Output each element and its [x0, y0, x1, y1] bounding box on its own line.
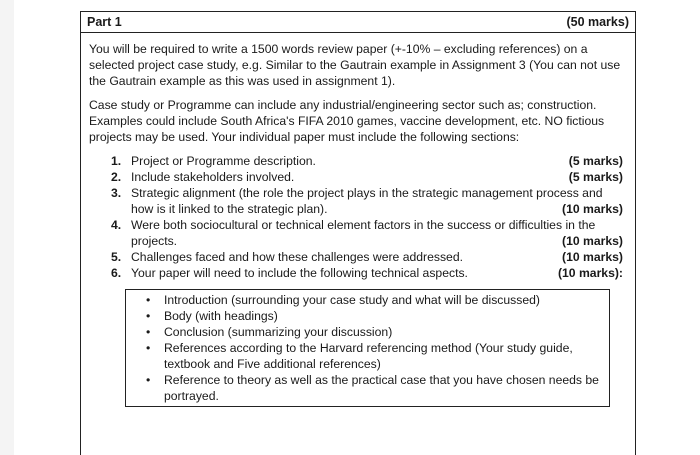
list-item-text: Body (with headings) — [164, 309, 278, 323]
section-marks: (10 marks): — [557, 266, 623, 280]
total-marks: (50 marks) — [566, 15, 629, 29]
section-item — [89, 185, 627, 217]
section-marks: (5 marks) — [568, 170, 623, 184]
required-sections-list — [89, 153, 627, 281]
section-text-line-1: Were both sociocultural or technical element factors in the success or difficulties in the — [131, 218, 596, 232]
list-item — [146, 324, 603, 340]
section-item — [89, 217, 627, 249]
list-item-text: Introduction (surrounding your case study and what will be discussed) — [164, 293, 540, 307]
part-title: Part 1 — [87, 15, 122, 29]
section-text-line-1: Strategic alignment (the role the project plays in the strategic management process and — [131, 186, 603, 200]
section-number: 3. — [111, 186, 122, 200]
section-number: 5. — [111, 250, 122, 264]
list-item-text: References according to the Harvard referencing method (Your study guide, textbook and Five additional references) — [164, 341, 573, 371]
section-text: Your paper will need to include the following technical aspects. — [131, 266, 468, 280]
section-text: Challenges faced and how these challenges were addressed. — [131, 250, 463, 264]
list-item-text: Conclusion (summarizing your discussion) — [164, 325, 393, 339]
part-header — [80, 11, 636, 33]
section-number: 4. — [111, 218, 122, 232]
section-marks: (10 marks) — [562, 234, 623, 248]
technical-aspects-list — [146, 292, 603, 404]
section-item — [89, 153, 627, 169]
list-item — [146, 340, 603, 372]
section-marks: (10 marks) — [562, 202, 623, 216]
section-marks: (10 marks) — [562, 250, 623, 264]
section-number: 2. — [111, 170, 122, 184]
section-item — [89, 265, 627, 281]
list-item — [146, 308, 603, 324]
list-item — [146, 292, 603, 308]
bullet-icon: • — [146, 341, 151, 355]
section-item — [89, 249, 627, 265]
bullet-icon: • — [146, 293, 151, 307]
section-item — [89, 169, 627, 185]
technical-aspects-box — [125, 289, 610, 407]
bullet-icon: • — [146, 373, 151, 387]
assignment-body — [80, 33, 636, 455]
section-text: Project or Programme description. — [131, 154, 316, 168]
section-text-line-2: how is it linked to the strategic plan). — [131, 202, 328, 216]
section-text: Include stakeholders involved. — [131, 170, 295, 184]
section-number: 6. — [111, 266, 122, 280]
intro-paragraph-1: You will be required to write a 1500 words review paper (+-10% – excluding references) on a selected project case study, e.g. Similar to the Gautrain example in Assignment 3 (You can not use the Gautrain example as this was used in assignment 1). — [89, 42, 621, 88]
list-item — [146, 372, 603, 404]
bullet-icon: • — [146, 325, 151, 339]
section-number: 1. — [111, 154, 122, 168]
list-item-text: Reference to theory as well as the practical case that you have chosen needs be portrayed. — [164, 373, 599, 403]
bullet-icon: • — [146, 309, 151, 323]
section-text-line-2: projects. — [131, 234, 178, 248]
intro-paragraph-2: Case study or Programme can include any industrial/engineering sector such as; construction. Examples could include South Africa's FIFA 2010 games, vaccine development, etc. NO fictious projects may be used. Your individual paper must include the following sections: — [89, 98, 605, 144]
section-marks: (5 marks) — [568, 154, 623, 168]
